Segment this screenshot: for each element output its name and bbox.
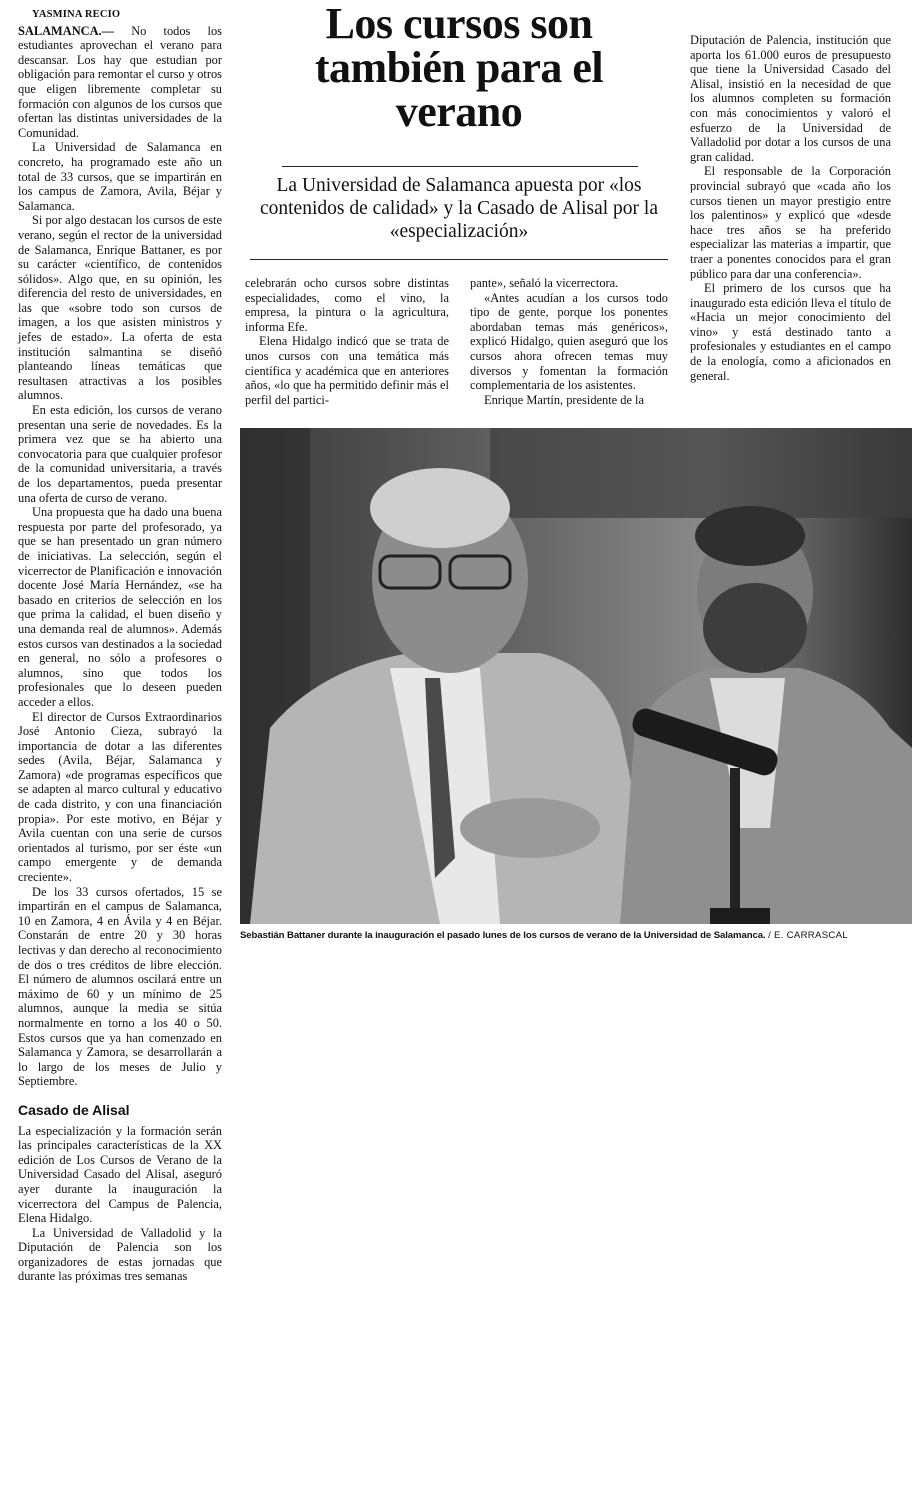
paragraph: El responsable de la Corporación provincial subrayó que «cada año los cursos tienen un mayor prestigio entre los palentinos» y explicó que «desde hace tres años se ha preferido especializar las materias a impartir, que traer a ponentes conocidos para el gran público para dar una conferencia». bbox=[690, 164, 891, 281]
paragraph: En esta edición, los cursos de verano presentan una serie de novedades. Es la primera vez que se ha abierto una convocatoria para que cualquier profesor de la comunidad universitaria, a través de los departamentos, pueda presentar una oferta de curso de verano. bbox=[18, 403, 222, 505]
paragraph: Elena Hidalgo indicó que se trata de unos cursos con una temática más científica y académica que en anteriores años, «lo que ha permitido definir más el perfil del partici- bbox=[245, 334, 449, 407]
paragraph: Si por algo destacan los cursos de este verano, según el rector de la universidad de Salamanca, Enrique Battaner, es por su carácter «científico, de contenidos sólidos». Algo que, en su opinión, les diferencia del resto de universidades, en las que «sobre todo son cursos de imagen, a los que asisten ministros y jefes de estado». La oferta de esta institución salmantina se diseñó planteando líneas temáticas que resultasen atractivas a los posibles alumnos. bbox=[18, 213, 222, 403]
caption-text: Sebastián Battaner durante la inauguración el pasado lunes de los cursos de verano de la Universidad de Salamanca. bbox=[240, 930, 766, 941]
article-column-1 bbox=[18, 8, 222, 1284]
lead-text: No todos los estudiantes aprovechan el verano para descansar. Los hay que estudian por obligación para remontar el curso y otros que eligen libremente completar su formación con algunos de los cursos que ofertan las distintas universidades de la Comunidad. bbox=[18, 23, 222, 140]
paragraph: Enrique Martín, presidente de la bbox=[484, 392, 644, 407]
byline: YASMINA RECIO bbox=[32, 9, 121, 20]
paragraph: Una propuesta que ha dado una buena respuesta por parte del profesorado, ya que se han presentado un gran número de iniciativas. La selección, según el vicerrector de Planificación e innovación docente José María Hernández, «se ha basado en criterios de selección en los que prima la calidad, el buen diseño y una demanda real de alumnos». Además estos cursos van destinados a la sociedad en general, no sólo a profesores o alumnos, sino que todos los profesionales que lo deseen pueden acceder a ellos. bbox=[18, 505, 222, 709]
article-column-3 bbox=[470, 276, 668, 407]
subheadline: La Universidad de Salamanca apuesta por «los contenidos de calidad» y la Casado de Alisal por la «especialización» bbox=[259, 175, 659, 242]
dateline: SALAMANCA.— bbox=[18, 23, 115, 38]
paragraph: La especialización y la formación serán las principales características de la XX edición de Los Cursos de Verano de la Universidad Casado del Alisal, aseguró ayer durante la inauguración la vicerrectora del Campus de Palencia, Elena Hidalgo. bbox=[18, 1123, 222, 1226]
photo-credit: / E. CARRASCAL bbox=[768, 930, 848, 941]
paragraph: celebrarán ocho cursos sobre distintas especialidades, como el vino, la empresa, la pintura o la agricultura, informa Efe. bbox=[245, 276, 449, 334]
photo-caption bbox=[240, 930, 916, 941]
headline-rule-bottom bbox=[250, 259, 668, 260]
paragraph: El director de Cursos Extraordinarios José Antonio Cieza, subrayó la importancia de dotar a las diferentes sedes (Avila, Béjar, Salamanca y Zamora) «de programas específicos que se adapten al marco cultural y educativo de cada distrito, y con una financiación propia». Por este motivo, en Béjar y Avila cuentan con una serie de cursos orientados al turismo, por ser éste «un campo emergente y de demanda creciente». bbox=[18, 709, 222, 885]
paragraph: Diputación de Palencia, institución que aporta los 61.000 euros de presupuesto que tiene la Universidad Casado del Alisal, insistió en la necesidad de que los alumnos completen su formación con más conocimientos y valoró el esfuerzo de la Universidad de Valladolid por dotar a los cursos de una gran calidad. bbox=[690, 33, 891, 164]
paragraph: La Universidad de Valladolid y la Diputación de Palencia son los organizadores de estas jornadas que durante las próximas tres semanas bbox=[18, 1225, 222, 1284]
news-photo bbox=[240, 428, 912, 924]
section-title: Casado de Alisal bbox=[18, 1101, 130, 1118]
paragraph: pante», señaló la vicerrectora. bbox=[470, 276, 619, 290]
headline: Los cursos son también para el verano bbox=[314, 0, 604, 136]
paragraph: La Universidad de Salamanca en concreto, ha programado este año un total de 33 cursos, que se impartirán en los campus de Zamora, Avila, Béjar y Salamanca. bbox=[18, 140, 222, 213]
paragraph: De los 33 cursos ofertados, 15 se impartirán en el campus de Salamanca, 10 en Zamora, 4 en Ávila y 4 en Béjar. Constarán de entre 20 y 30 horas lectivas y dan derecho al reconocimiento de dos o tres créditos de libre elección. El número de alumnos oscilará entre un máximo de 60 y un mínimo de 25 alumnos, aunque la media se sitúa normalmente en torno a los 40 o 50. Estos cursos que ya han comenzado en Salamanca y Zamora, se desarrollarán a lo largo de los meses de Julio y Septiembre. bbox=[18, 884, 222, 1089]
paragraph: «Antes acudían a los cursos todo tipo de gente, porque los ponentes abordaban temas más genéricos», explicó Hidalgo, quien aseguró que los cursos ahora ofrecen temas muy diversos y fomentan la formación complementaria de los asistentes. bbox=[470, 290, 668, 393]
article-column-4 bbox=[690, 33, 891, 383]
photo-illustration bbox=[240, 428, 912, 924]
article-column-2 bbox=[245, 276, 449, 407]
paragraph: El primero de los cursos que ha inaugurado esta edición lleva el título de «Hacia un mejor conocimiento del vino» y está destinado tanto a profesionales y estudiantes en el campo de la enología, como a aficionados en general. bbox=[690, 281, 891, 383]
lead-paragraph bbox=[18, 24, 222, 141]
headline-rule-top bbox=[282, 166, 638, 167]
